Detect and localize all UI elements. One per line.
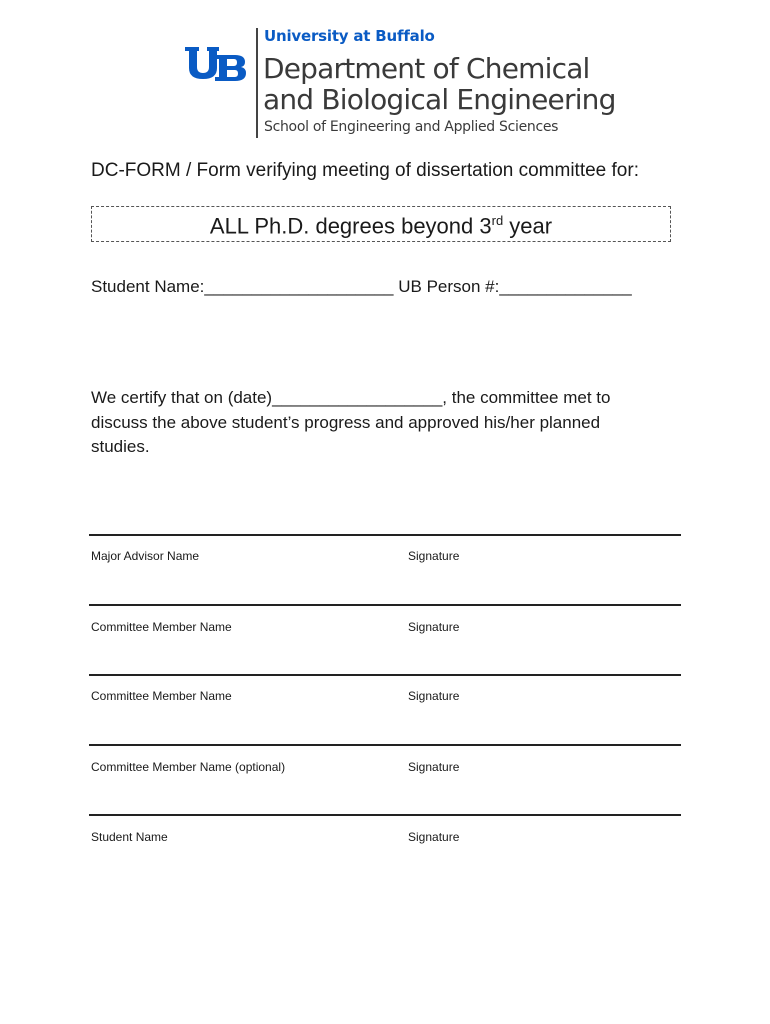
signature-label: Signature (408, 620, 460, 634)
signature-label: Signature (408, 830, 460, 844)
optional-committee-member-name-label: Committee Member Name (optional) (91, 760, 286, 774)
ub-logo-icon (185, 47, 247, 81)
form-title: DC-FORM / Form verifying meeting of dissertation committee for: (91, 160, 639, 181)
department-name-line2: and Biological Engineering (263, 83, 616, 116)
major-advisor-name-label: Major Advisor Name (91, 549, 200, 563)
degree-suffix: year (503, 213, 553, 239)
committee-member-name-label: Committee Member Name (91, 620, 232, 634)
degree-main-text: ALL Ph.D. degrees beyond 3 (209, 213, 492, 239)
university-name: University at Buffalo (264, 27, 435, 45)
degree-text (210, 213, 552, 239)
degree-box (91, 206, 671, 242)
signature-line[interactable] (89, 814, 681, 816)
signature-line[interactable] (89, 744, 681, 746)
department-name-line1: Department of Chemical (263, 52, 590, 85)
student-name-field[interactable]: Student Name:____________________ (91, 277, 394, 296)
ub-person-number-field[interactable]: UB Person #:______________ (398, 277, 632, 296)
signature-label: Signature (408, 549, 460, 563)
signature-line[interactable] (89, 604, 681, 606)
certify-statement: We certify that on (date)__________________, the committee met to discuss the above student’s progress and approved his/her planned studies. (91, 388, 611, 456)
logo-divider (256, 28, 258, 138)
student-info-line (91, 277, 632, 297)
school-name: School of Engineering and Applied Sciences (264, 119, 559, 135)
student-name-label: Student Name (91, 830, 168, 844)
signature-label: Signature (408, 760, 460, 774)
signature-label: Signature (408, 689, 460, 703)
committee-member-name-label: Committee Member Name (91, 689, 232, 703)
signature-line[interactable] (89, 534, 681, 536)
signature-line[interactable] (89, 674, 681, 676)
degree-superscript: rd (491, 213, 504, 228)
